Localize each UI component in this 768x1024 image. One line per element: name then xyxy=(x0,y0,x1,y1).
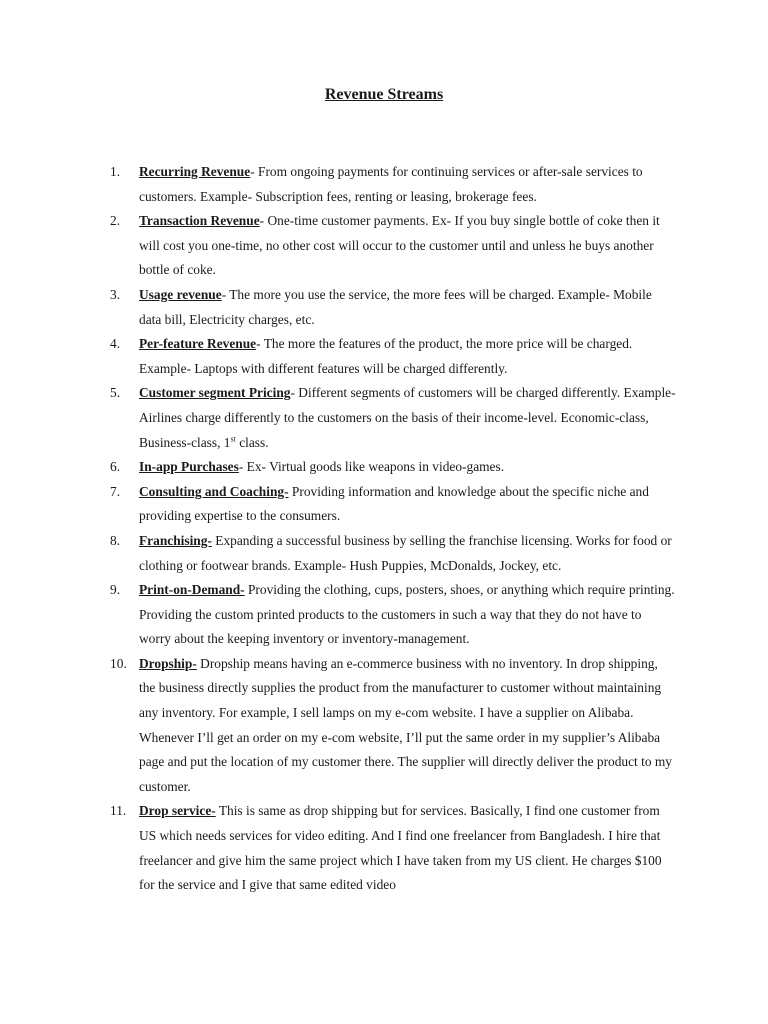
item-text: - Different segments of customers will be charged differently. Example- Airlines charge differently to the customers on the basis of their income-level. Economic-class, Business-class, 1 xyxy=(139,385,676,450)
item-text: Providing information and knowledge about the specific niche and providing expertise to the consumers. xyxy=(139,483,649,524)
item-number: 7. xyxy=(110,483,121,499)
item-number: 9. xyxy=(110,582,121,598)
page-title: Revenue Streams xyxy=(324,86,444,103)
item-number: 8. xyxy=(110,532,121,548)
item-number: 3. xyxy=(110,286,121,302)
item-title: Per-feature Revenue xyxy=(139,336,257,352)
list-item xyxy=(110,652,676,800)
item-text: Expanding a successful business by selling the franchise licensing. Works for food or clothing or footwear brands. Example- Hush Puppies, McDonalds, Jockey, etc. xyxy=(139,532,672,573)
list-item xyxy=(110,160,676,209)
item-text: - One-time customer payments. Ex- If you buy single bottle of coke then it will cost you one-time, no other cost will occur to the customer until and unless he buys another bottle of coke. xyxy=(139,213,660,278)
item-title: Franchising- xyxy=(139,532,212,548)
item-title: Consulting and Coaching- xyxy=(139,483,289,499)
list-item xyxy=(110,529,676,578)
item-text: This is same as drop shipping but for services. Basically, I find one customer from US which needs services for video editing. And I find one freelancer from Bangladesh. I hire that freelancer and give him the same project which I have taken from my US client. He charges $100 for the service and I give that same edited video xyxy=(139,803,662,893)
item-number: 6. xyxy=(110,459,121,475)
list-item xyxy=(110,381,676,455)
item-title: Recurring Revenue xyxy=(139,164,251,179)
item-title: Usage revenue xyxy=(139,286,222,302)
item-number: 2. xyxy=(110,213,121,229)
superscript-ordinal: st xyxy=(230,434,236,444)
item-number: 5. xyxy=(110,385,121,401)
list-item xyxy=(110,480,676,529)
item-title: Drop service- xyxy=(139,803,216,819)
item-number: 1. xyxy=(110,164,121,179)
list-item xyxy=(110,578,676,652)
item-title: Transaction Revenue xyxy=(139,213,260,229)
revenue-streams-list xyxy=(110,160,676,898)
list-item xyxy=(110,332,676,381)
item-text: - Ex- Virtual goods like weapons in video-games. xyxy=(238,459,505,475)
item-text: - From ongoing payments for continuing services or after-sale services to customers. Example- Subscription fees, renting or leasing, brokerage fees. xyxy=(139,164,643,204)
list-item xyxy=(110,283,676,332)
list-item xyxy=(110,799,676,897)
item-text: - The more the features of the product, the more price will be charged. Example- Laptops with different features will be charged differently. xyxy=(139,336,633,376)
item-text-continued: class. xyxy=(235,434,269,450)
list-item xyxy=(110,455,676,480)
item-text: - The more you use the service, the more fees will be charged. Example- Mobile data bill, Electricity charges, etc. xyxy=(139,286,652,327)
item-number: 4. xyxy=(110,336,121,352)
item-number: 11. xyxy=(110,803,127,819)
item-number: 10. xyxy=(110,655,127,671)
item-text: Providing the clothing, cups, posters, shoes, or anything which require printing. Providing the custom printed products to the customers in such a way that they do not have to worry about the keeping inventory or inventory-management. xyxy=(139,582,675,647)
item-title: Dropship- xyxy=(139,655,197,671)
item-title: In-app Purchases xyxy=(139,459,239,475)
item-title: Customer segment Pricing xyxy=(139,385,291,401)
list-item xyxy=(110,209,676,283)
item-title: Print-on-Demand- xyxy=(139,582,245,598)
item-text: Dropship means having an e-commerce business with no inventory. In drop shipping, the business directly supplies the product from the manufacturer to customer without maintaining any inventory. For example, I sell lamps on my e-com website. I have a supplier on Alibaba. Whenever I’ll get an order on my e-com website, I’ll put the same order in my supplier’s Alibaba page and put the location of my customer there. The supplier will directly deliver the product to my customer. xyxy=(139,655,672,794)
